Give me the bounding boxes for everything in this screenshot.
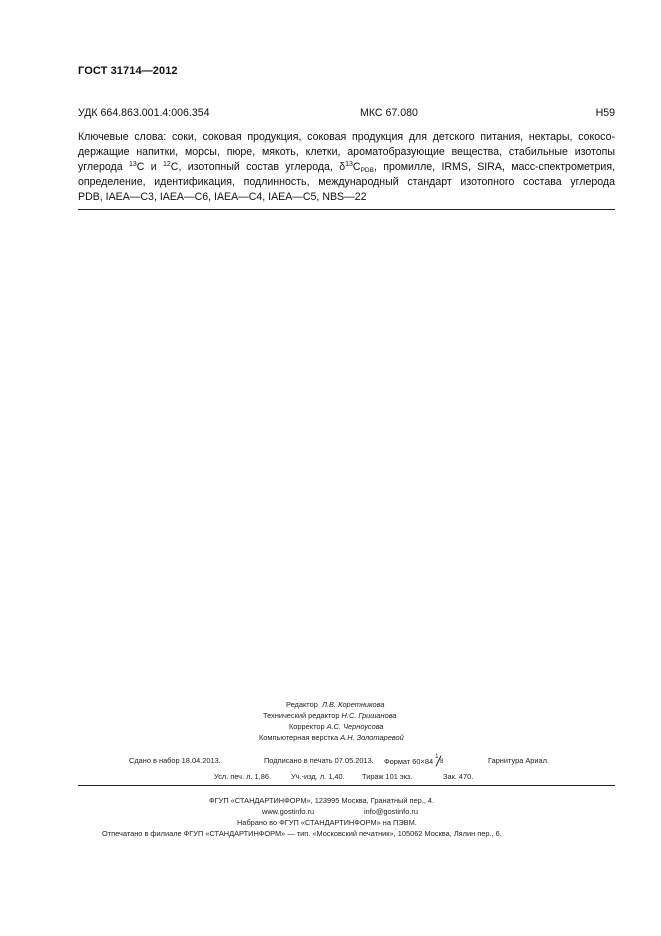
kw-text: С, изотопный состав углерода, δ (170, 161, 346, 173)
mks-code: МКС 67.080 (360, 107, 418, 119)
publisher-email: info@gostinfo.ru (364, 807, 418, 816)
signed-date: Подписано в печать 07.05.2013. (264, 756, 374, 765)
tech-editor-name: Н.С. Гришанова (341, 711, 397, 720)
typeset-info: Набрано во ФГУП «СТАНДАРТИНФОРМ» на ПЭВМ. (237, 818, 417, 827)
kw-superscript: 13 (128, 161, 137, 168)
order-number: Зак. 470. (443, 772, 474, 781)
publisher-address: ФГУП «СТАНДАРТИНФОРМ», 123995 Москва, Гранатный пер., 4. (209, 796, 435, 805)
format-numerator: 1 (435, 754, 439, 760)
kw-superscript: 12 (163, 161, 171, 168)
keywords-line: определение, идентификация, подлинность, международный стандарт изотопного состава углерода (78, 176, 615, 188)
kw-text: С (352, 161, 361, 173)
kw-subscript: PDB (360, 167, 374, 174)
divider-top (78, 209, 615, 210)
editor-credit (286, 700, 384, 709)
kw-text: , промилле, IRMS, SIRA, масс-спектрометрия, (373, 161, 615, 173)
layout-name: А.Н. Золотаревой (340, 733, 404, 742)
tech-editor-credit (263, 711, 397, 720)
corrector-credit (289, 722, 384, 731)
kw-text: С и (136, 161, 163, 173)
format-label: Формат 60×84 (384, 757, 434, 766)
editor-label: Редактор (286, 700, 318, 709)
print-sheets: Усл. печ. л. 1,86. (214, 772, 271, 781)
corrector-name: А.С. Черноусова (326, 722, 384, 731)
keywords-line: Ключевые слова: соки, соковая продукция, соковая продукция для детского питания, нектары, сокосо- (78, 131, 615, 143)
standard-number: ГОСТ 31714—2012 (78, 65, 178, 77)
format-denominator: 8 (440, 759, 444, 765)
circulation: Тираж 101 экз. (362, 772, 413, 781)
font-info: Гарнитура Ариал. (488, 756, 550, 765)
printed-info: Отпечатано в филиале ФГУП «СТАНДАРТИНФОРМ» — тип. «Московский печатник», 105062 Москва, Лялин пер., 6. (102, 829, 502, 838)
sent-date: Сдано в набор 18.04.2013. (129, 756, 221, 765)
kw-text: углерода (78, 161, 129, 173)
divider-bottom (78, 785, 615, 786)
layout-label: Компьютерная верстка (259, 733, 339, 742)
editor-name: Л.В. Коретникова (321, 700, 385, 709)
keywords-line: держащие напитки, морсы, пюре, мякоть, клетки, ароматобразующие вещества, стабильные изотопы (78, 146, 615, 158)
udk-code: УДК 664.863.001.4:006.354 (78, 107, 210, 119)
kw-superscript: 13 (345, 161, 353, 168)
publisher-website: www.gostinfo.ru (262, 807, 315, 816)
format-info (384, 756, 445, 766)
keywords-line: PDB, IAEA—C3, IAEA—C6, IAEA—C4, IAEA—C5, NBS—22 (78, 191, 367, 203)
tech-editor-label: Технический редактор (263, 711, 340, 720)
publisher-sheets: Уч.-изд. л. 1,40. (291, 772, 345, 781)
layout-credit (259, 733, 404, 742)
format-fraction (435, 756, 445, 766)
keywords-line (78, 160, 615, 175)
corrector-label: Корректор (289, 722, 325, 731)
category-code: Н59 (595, 107, 615, 119)
keywords-block (78, 130, 615, 205)
